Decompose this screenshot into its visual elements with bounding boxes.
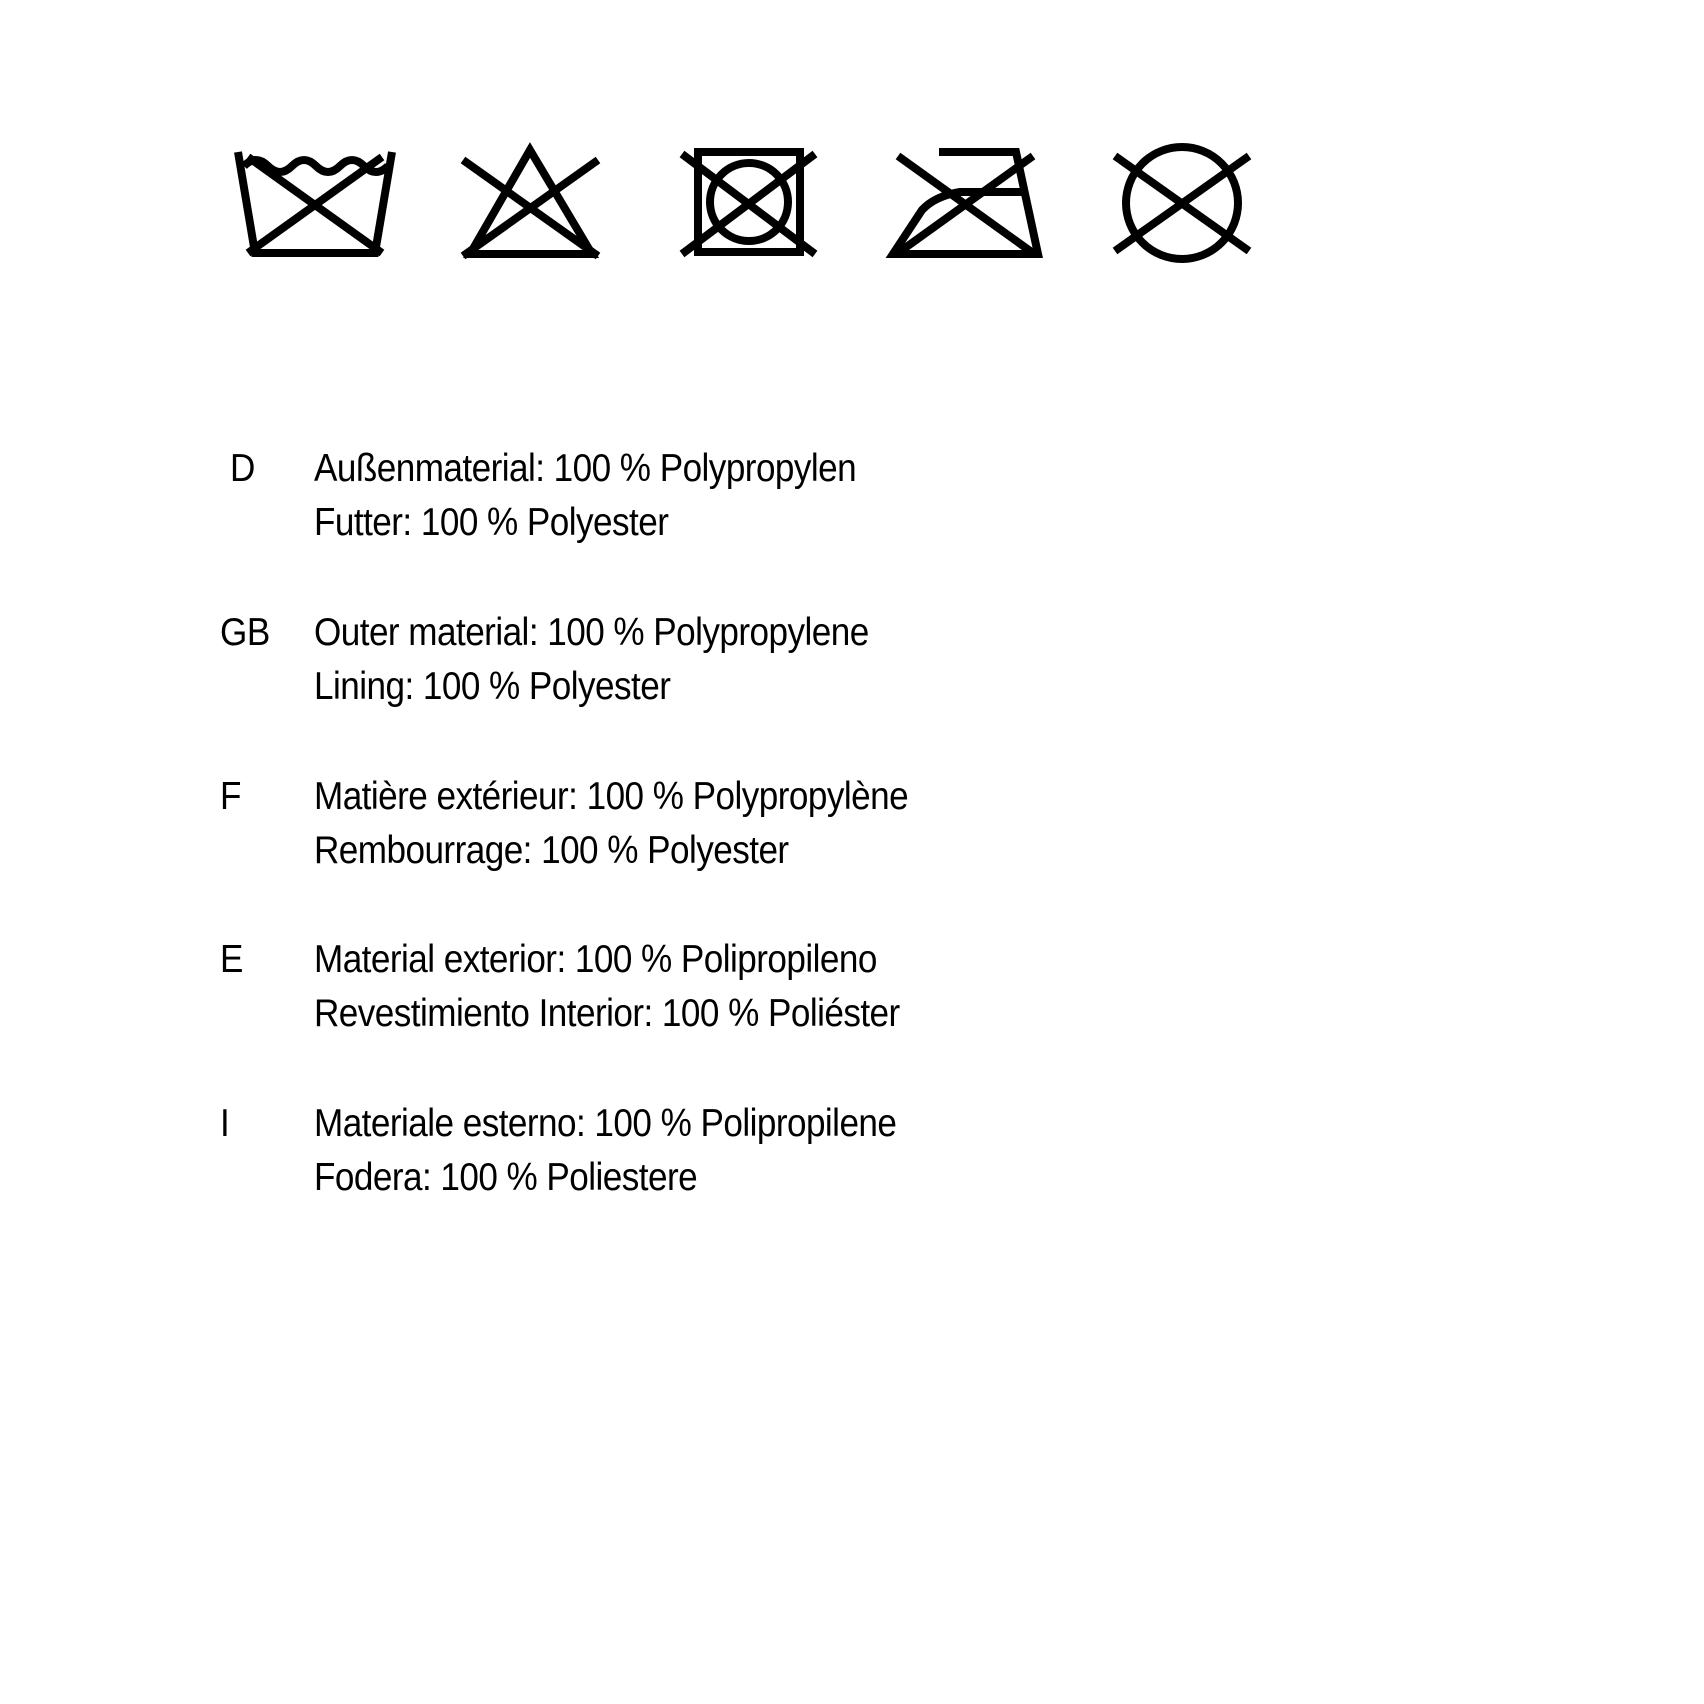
- language-code: D: [230, 447, 255, 490]
- care-symbols-row: [0, 0, 1704, 300]
- composition-block-gb: [0, 606, 1200, 716]
- outer-material-line: Außenmaterial: 100 % Polypropylen: [314, 447, 857, 490]
- composition-block-de: [0, 442, 1200, 552]
- language-code: E: [220, 938, 243, 981]
- language-code: I: [220, 1102, 230, 1145]
- lining-line: Futter: 100 % Polyester: [314, 501, 669, 544]
- iron-crossed-icon: [893, 152, 1038, 254]
- outer-material-line: Outer material: 100 % Polypropylene: [314, 611, 869, 654]
- language-code: GB: [220, 611, 270, 654]
- outer-material-line: Materiale esterno: 100 % Polipropilene: [314, 1102, 897, 1145]
- composition-block-es: [0, 933, 1200, 1043]
- composition-block-fr: [0, 770, 1200, 880]
- care-symbols-svg: [0, 0, 1704, 300]
- lining-line: Revestimiento Interior: 100 % Poliéster: [314, 992, 900, 1035]
- outer-material-line: Matière extérieur: 100 % Polypropylène: [314, 775, 909, 818]
- lining-line: Lining: 100 % Polyester: [314, 665, 671, 708]
- washtub-crossed-icon: [238, 152, 392, 253]
- circle-crossed-icon: [1115, 147, 1249, 259]
- language-code: F: [220, 775, 241, 818]
- lining-line: Fodera: 100 % Poliestere: [314, 1156, 698, 1199]
- triangle-crossed-icon: [463, 150, 598, 256]
- lining-line: Rembourrage: 100 % Polyester: [314, 829, 789, 872]
- outer-material-line: Material exterior: 100 % Polipropileno: [314, 938, 877, 981]
- tumble-dry-crossed-icon: [682, 152, 815, 254]
- composition-block-it: [0, 1097, 1200, 1207]
